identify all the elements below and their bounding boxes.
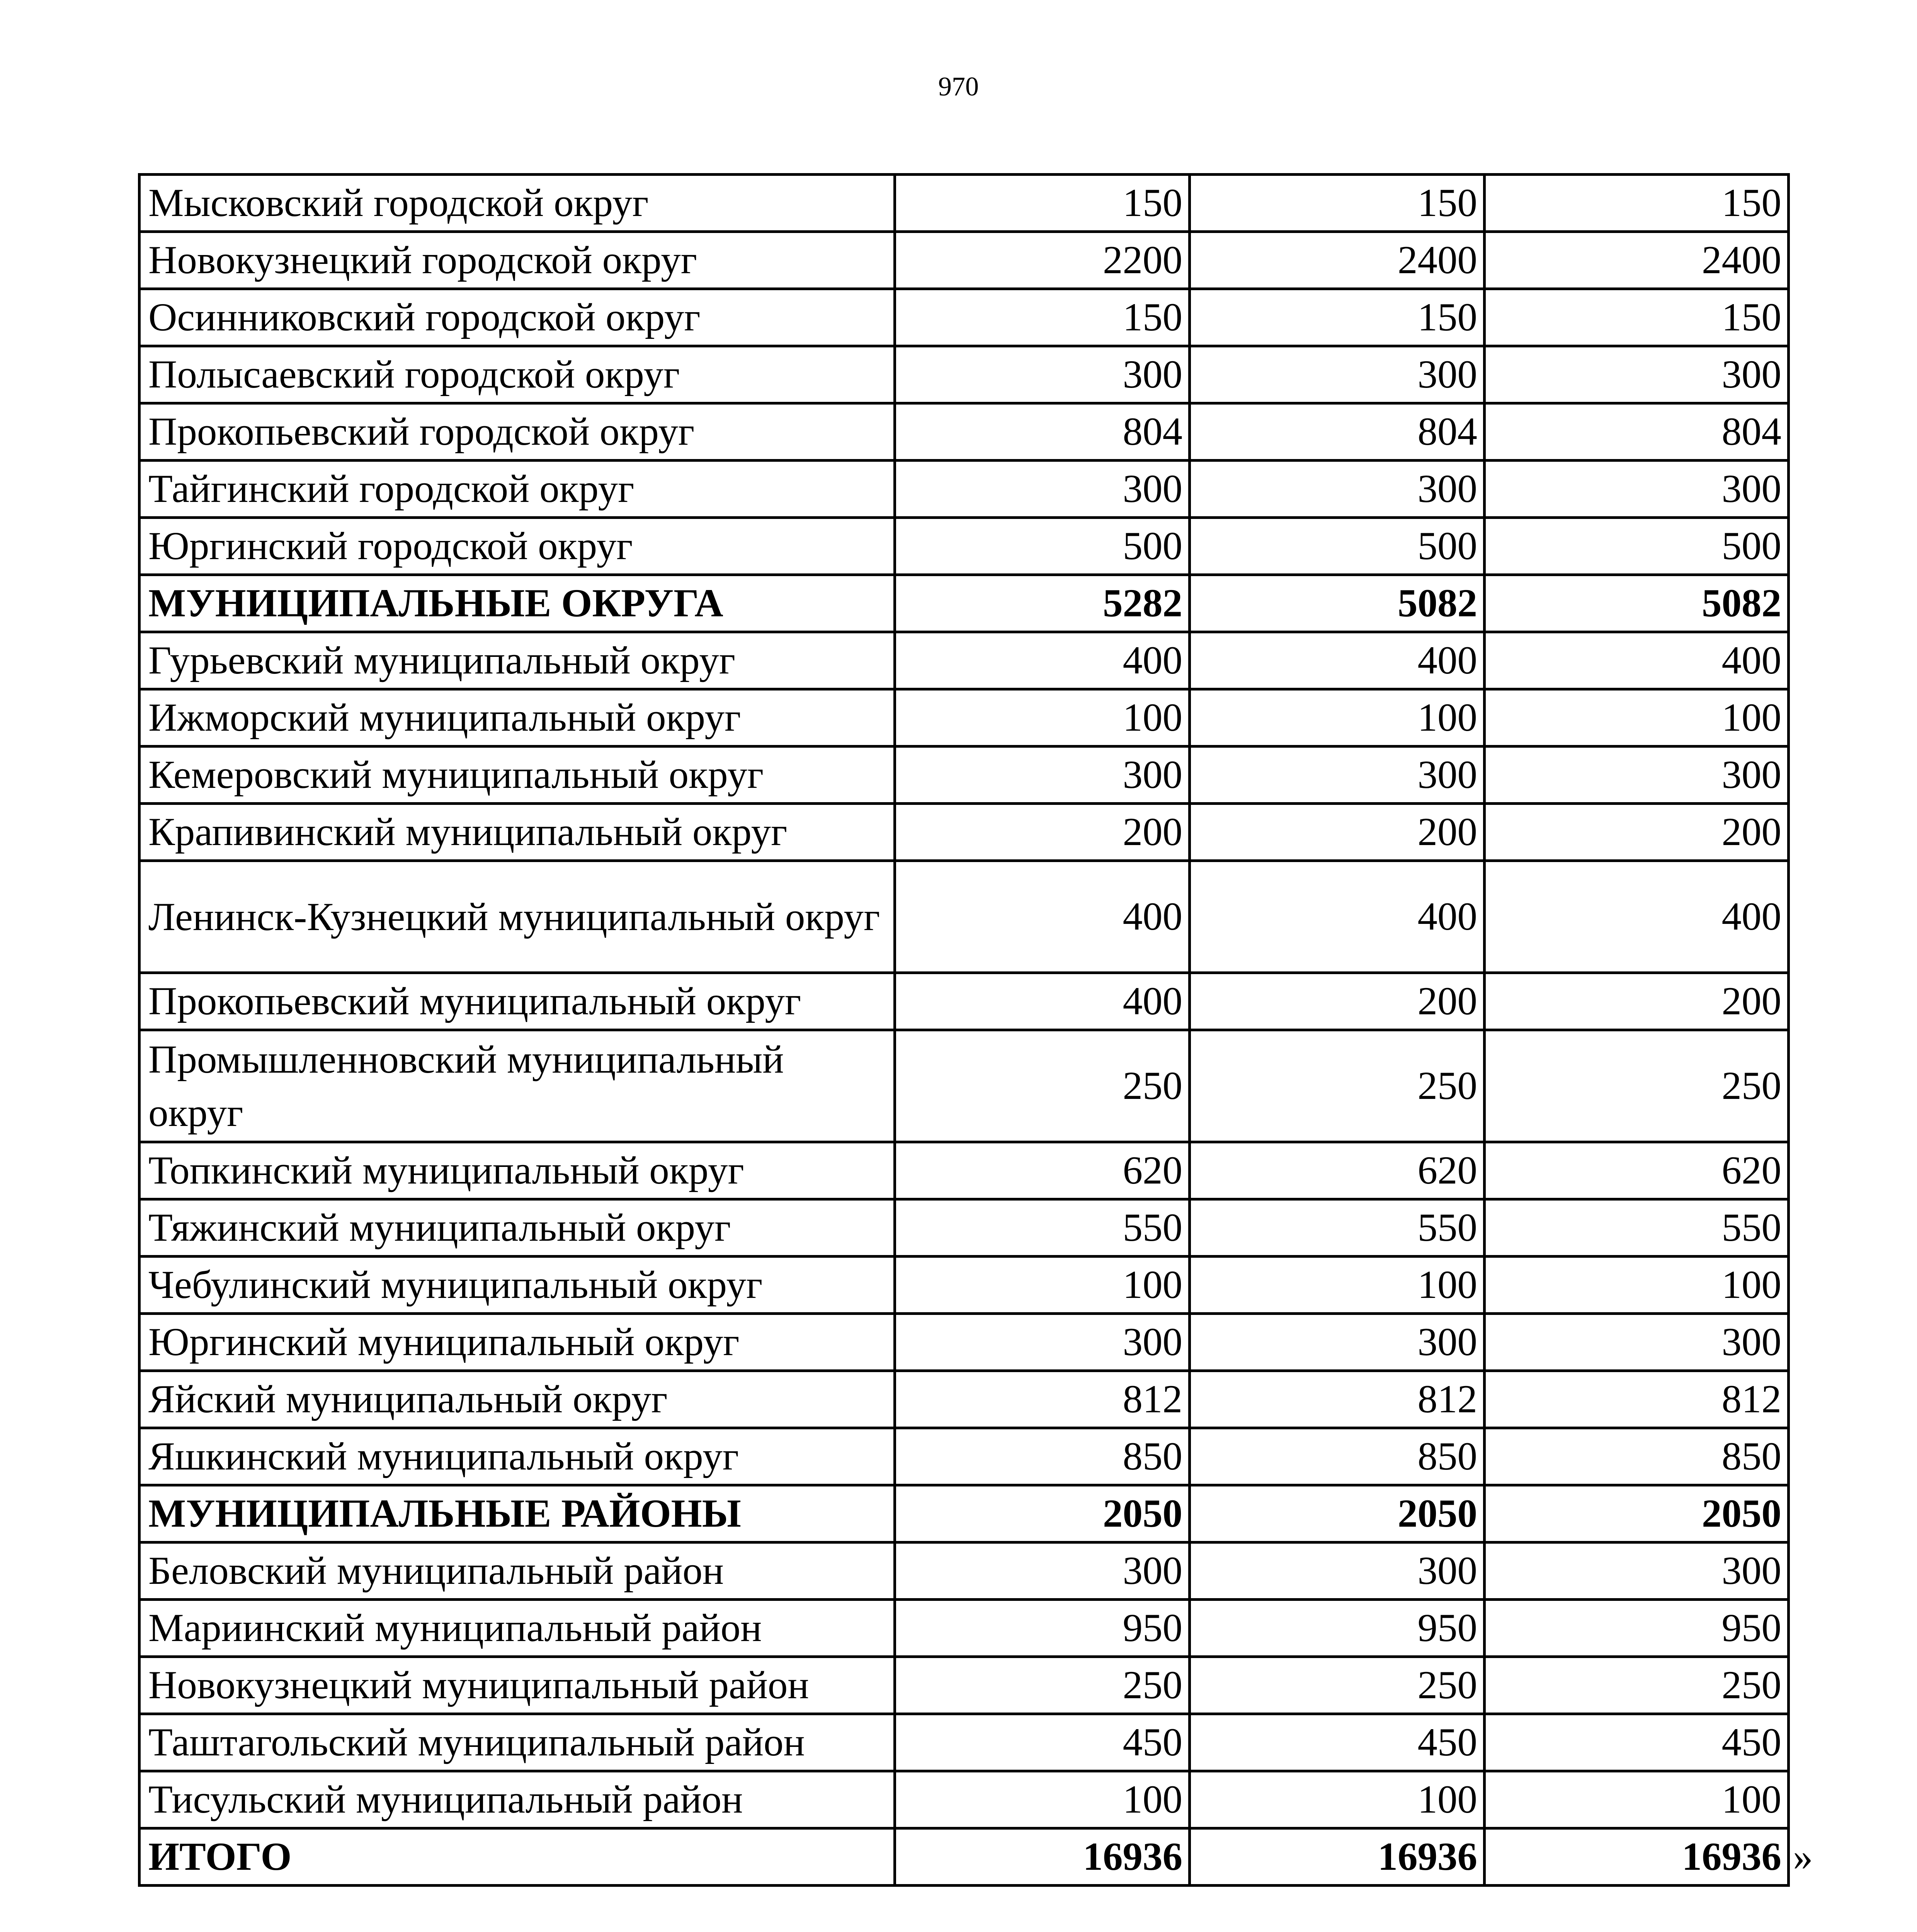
page-number: 970 bbox=[938, 72, 979, 102]
table-row bbox=[139, 973, 1789, 1030]
row-value-3-cell: 100 bbox=[1485, 689, 1789, 747]
row-value-3-cell: 804 bbox=[1485, 403, 1789, 461]
row-value-2-cell: 100 bbox=[1190, 1771, 1485, 1828]
row-value-2-cell: 150 bbox=[1190, 175, 1485, 232]
row-name-cell: Гурьевский муниципальный округ bbox=[139, 632, 895, 689]
row-value-2-cell: 300 bbox=[1190, 747, 1485, 804]
table-row bbox=[139, 1199, 1789, 1257]
table-row bbox=[139, 632, 1789, 689]
table-row bbox=[139, 461, 1789, 518]
row-value-3-cell: 100 bbox=[1485, 1771, 1789, 1828]
row-name-cell: Новокузнецкий муниципальный район bbox=[139, 1657, 895, 1714]
row-value-1-cell: 550 bbox=[895, 1199, 1190, 1257]
row-value-1-cell: 400 bbox=[895, 973, 1190, 1030]
row-value-1-cell: 812 bbox=[895, 1371, 1190, 1428]
row-name-cell: Чебулинский муниципальный округ bbox=[139, 1257, 895, 1314]
row-value-3-cell: 620 bbox=[1485, 1142, 1789, 1199]
row-value-1-cell: 300 bbox=[895, 1543, 1190, 1600]
row-value-1-cell: 100 bbox=[895, 1771, 1190, 1828]
row-value-3-cell: 200 bbox=[1485, 973, 1789, 1030]
row-value-3-cell: 500 bbox=[1485, 518, 1789, 575]
row-name-cell: Мариинский муниципальный район bbox=[139, 1600, 895, 1657]
table-row bbox=[139, 1828, 1789, 1886]
row-value-2-cell: 500 bbox=[1190, 518, 1485, 575]
row-value-3-cell: 150 bbox=[1485, 289, 1789, 346]
table-body bbox=[139, 175, 1789, 1886]
row-name-cell: Яшкинский муниципальный округ bbox=[139, 1428, 895, 1485]
table-row bbox=[139, 689, 1789, 747]
row-name-cell: Тяжинский муниципальный округ bbox=[139, 1199, 895, 1257]
table-row bbox=[139, 1314, 1789, 1371]
row-value-2-cell: 300 bbox=[1190, 1543, 1485, 1600]
table-row bbox=[139, 518, 1789, 575]
row-value-3-cell: 950 bbox=[1485, 1600, 1789, 1657]
row-value-1-cell: 200 bbox=[895, 804, 1190, 861]
row-value-2-cell: 804 bbox=[1190, 403, 1485, 461]
row-name-cell: Новокузнецкий городской округ bbox=[139, 232, 895, 289]
row-value-1-cell: 804 bbox=[895, 403, 1190, 461]
table-row bbox=[139, 575, 1789, 632]
row-name-cell: Осинниковский городской округ bbox=[139, 289, 895, 346]
row-name-cell: Крапивинский муниципальный округ bbox=[139, 804, 895, 861]
row-value-2-cell: 550 bbox=[1190, 1199, 1485, 1257]
row-value-3-cell: 400 bbox=[1485, 861, 1789, 973]
row-value-3-cell: 5082 bbox=[1485, 575, 1789, 632]
row-value-1-cell: 300 bbox=[895, 1314, 1190, 1371]
row-value-2-cell: 2050 bbox=[1190, 1485, 1485, 1543]
data-table bbox=[138, 173, 1790, 1887]
table-row bbox=[139, 747, 1789, 804]
row-value-2-cell: 250 bbox=[1190, 1030, 1485, 1142]
table-row bbox=[139, 346, 1789, 403]
row-value-2-cell: 16936 bbox=[1190, 1828, 1485, 1886]
row-value-2-cell: 812 bbox=[1190, 1371, 1485, 1428]
row-value-2-cell: 300 bbox=[1190, 346, 1485, 403]
row-value-3-cell: 450 bbox=[1485, 1714, 1789, 1771]
row-value-2-cell: 850 bbox=[1190, 1428, 1485, 1485]
row-value-2-cell: 150 bbox=[1190, 289, 1485, 346]
row-value-2-cell: 5082 bbox=[1190, 575, 1485, 632]
row-value-1-cell: 2050 bbox=[895, 1485, 1190, 1543]
row-value-2-cell: 200 bbox=[1190, 804, 1485, 861]
closing-quote: » bbox=[1793, 1835, 1813, 1879]
table-row bbox=[139, 1600, 1789, 1657]
table-row bbox=[139, 1657, 1789, 1714]
row-value-3-cell: 550 bbox=[1485, 1199, 1789, 1257]
row-value-2-cell: 100 bbox=[1190, 1257, 1485, 1314]
row-value-1-cell: 500 bbox=[895, 518, 1190, 575]
row-name-cell: Яйский муниципальный округ bbox=[139, 1371, 895, 1428]
row-value-3-cell: 200 bbox=[1485, 804, 1789, 861]
row-value-2-cell: 620 bbox=[1190, 1142, 1485, 1199]
row-value-3-cell: 150 bbox=[1485, 175, 1789, 232]
table-row bbox=[139, 861, 1789, 973]
row-value-1-cell: 300 bbox=[895, 461, 1190, 518]
row-name-cell: Таштагольский муниципальный район bbox=[139, 1714, 895, 1771]
row-name-cell: Топкинский муниципальный округ bbox=[139, 1142, 895, 1199]
row-value-3-cell: 850 bbox=[1485, 1428, 1789, 1485]
row-name-cell: Тисульский муниципальный район bbox=[139, 1771, 895, 1828]
row-value-1-cell: 100 bbox=[895, 689, 1190, 747]
table-row bbox=[139, 175, 1789, 232]
row-name-cell: Кемеровский муниципальный округ bbox=[139, 747, 895, 804]
row-value-1-cell: 250 bbox=[895, 1657, 1190, 1714]
row-value-1-cell: 2200 bbox=[895, 232, 1190, 289]
row-name-cell: Юргинский муниципальный округ bbox=[139, 1314, 895, 1371]
row-value-1-cell: 150 bbox=[895, 289, 1190, 346]
row-value-2-cell: 450 bbox=[1190, 1714, 1485, 1771]
row-value-1-cell: 250 bbox=[895, 1030, 1190, 1142]
row-name-cell: Прокопьевский муниципальный округ bbox=[139, 973, 895, 1030]
row-value-3-cell: 250 bbox=[1485, 1657, 1789, 1714]
row-value-2-cell: 100 bbox=[1190, 689, 1485, 747]
row-value-1-cell: 150 bbox=[895, 175, 1190, 232]
row-value-1-cell: 16936 bbox=[895, 1828, 1190, 1886]
table-row bbox=[139, 403, 1789, 461]
row-value-1-cell: 5282 bbox=[895, 575, 1190, 632]
table-row bbox=[139, 1371, 1789, 1428]
row-value-3-cell: 400 bbox=[1485, 632, 1789, 689]
table-row bbox=[139, 232, 1789, 289]
row-name-cell: Юргинский городской округ bbox=[139, 518, 895, 575]
table-row bbox=[139, 1030, 1789, 1142]
row-value-3-cell: 2050 bbox=[1485, 1485, 1789, 1543]
row-name-cell: МУНИЦИПАЛЬНЫЕ РАЙОНЫ bbox=[139, 1485, 895, 1543]
row-value-3-cell: 2400 bbox=[1485, 232, 1789, 289]
row-value-2-cell: 2400 bbox=[1190, 232, 1485, 289]
row-name-cell: Ижморский муниципальный округ bbox=[139, 689, 895, 747]
row-name-cell: Прокопьевский городской округ bbox=[139, 403, 895, 461]
row-value-2-cell: 400 bbox=[1190, 861, 1485, 973]
row-value-3-cell: 250 bbox=[1485, 1030, 1789, 1142]
row-name-cell: Тайгинский городской округ bbox=[139, 461, 895, 518]
row-value-3-cell: 16936 bbox=[1485, 1828, 1789, 1886]
row-value-1-cell: 300 bbox=[895, 346, 1190, 403]
table-row bbox=[139, 804, 1789, 861]
row-value-1-cell: 400 bbox=[895, 632, 1190, 689]
table-row bbox=[139, 289, 1789, 346]
row-name-cell: Полысаевский городской округ bbox=[139, 346, 895, 403]
row-value-1-cell: 450 bbox=[895, 1714, 1190, 1771]
table-row bbox=[139, 1485, 1789, 1543]
row-name-cell: МУНИЦИПАЛЬНЫЕ ОКРУГА bbox=[139, 575, 895, 632]
row-value-1-cell: 620 bbox=[895, 1142, 1190, 1199]
row-value-1-cell: 950 bbox=[895, 1600, 1190, 1657]
row-value-3-cell: 812 bbox=[1485, 1371, 1789, 1428]
row-value-1-cell: 850 bbox=[895, 1428, 1190, 1485]
table-row bbox=[139, 1428, 1789, 1485]
row-value-3-cell: 300 bbox=[1485, 1314, 1789, 1371]
table-row bbox=[139, 1771, 1789, 1828]
row-value-2-cell: 300 bbox=[1190, 1314, 1485, 1371]
table-row bbox=[139, 1257, 1789, 1314]
row-value-2-cell: 950 bbox=[1190, 1600, 1485, 1657]
row-name-cell: Промышленновский муниципальный округ bbox=[139, 1030, 895, 1142]
row-value-1-cell: 400 bbox=[895, 861, 1190, 973]
row-value-2-cell: 250 bbox=[1190, 1657, 1485, 1714]
row-name-cell: ИТОГО bbox=[139, 1828, 895, 1886]
row-value-1-cell: 300 bbox=[895, 747, 1190, 804]
row-name-cell: Беловский муниципальный район bbox=[139, 1543, 895, 1600]
row-value-3-cell: 300 bbox=[1485, 747, 1789, 804]
row-name-cell: Мысковский городской округ bbox=[139, 175, 895, 232]
row-value-1-cell: 100 bbox=[895, 1257, 1190, 1314]
row-name-cell: Ленинск-Кузнецкий муниципальный округ bbox=[139, 861, 895, 973]
table-row bbox=[139, 1714, 1789, 1771]
table-row bbox=[139, 1142, 1789, 1199]
row-value-2-cell: 400 bbox=[1190, 632, 1485, 689]
row-value-3-cell: 300 bbox=[1485, 1543, 1789, 1600]
row-value-3-cell: 300 bbox=[1485, 461, 1789, 518]
row-value-2-cell: 300 bbox=[1190, 461, 1485, 518]
row-value-3-cell: 300 bbox=[1485, 346, 1789, 403]
table-row bbox=[139, 1543, 1789, 1600]
row-value-2-cell: 200 bbox=[1190, 973, 1485, 1030]
row-value-3-cell: 100 bbox=[1485, 1257, 1789, 1314]
